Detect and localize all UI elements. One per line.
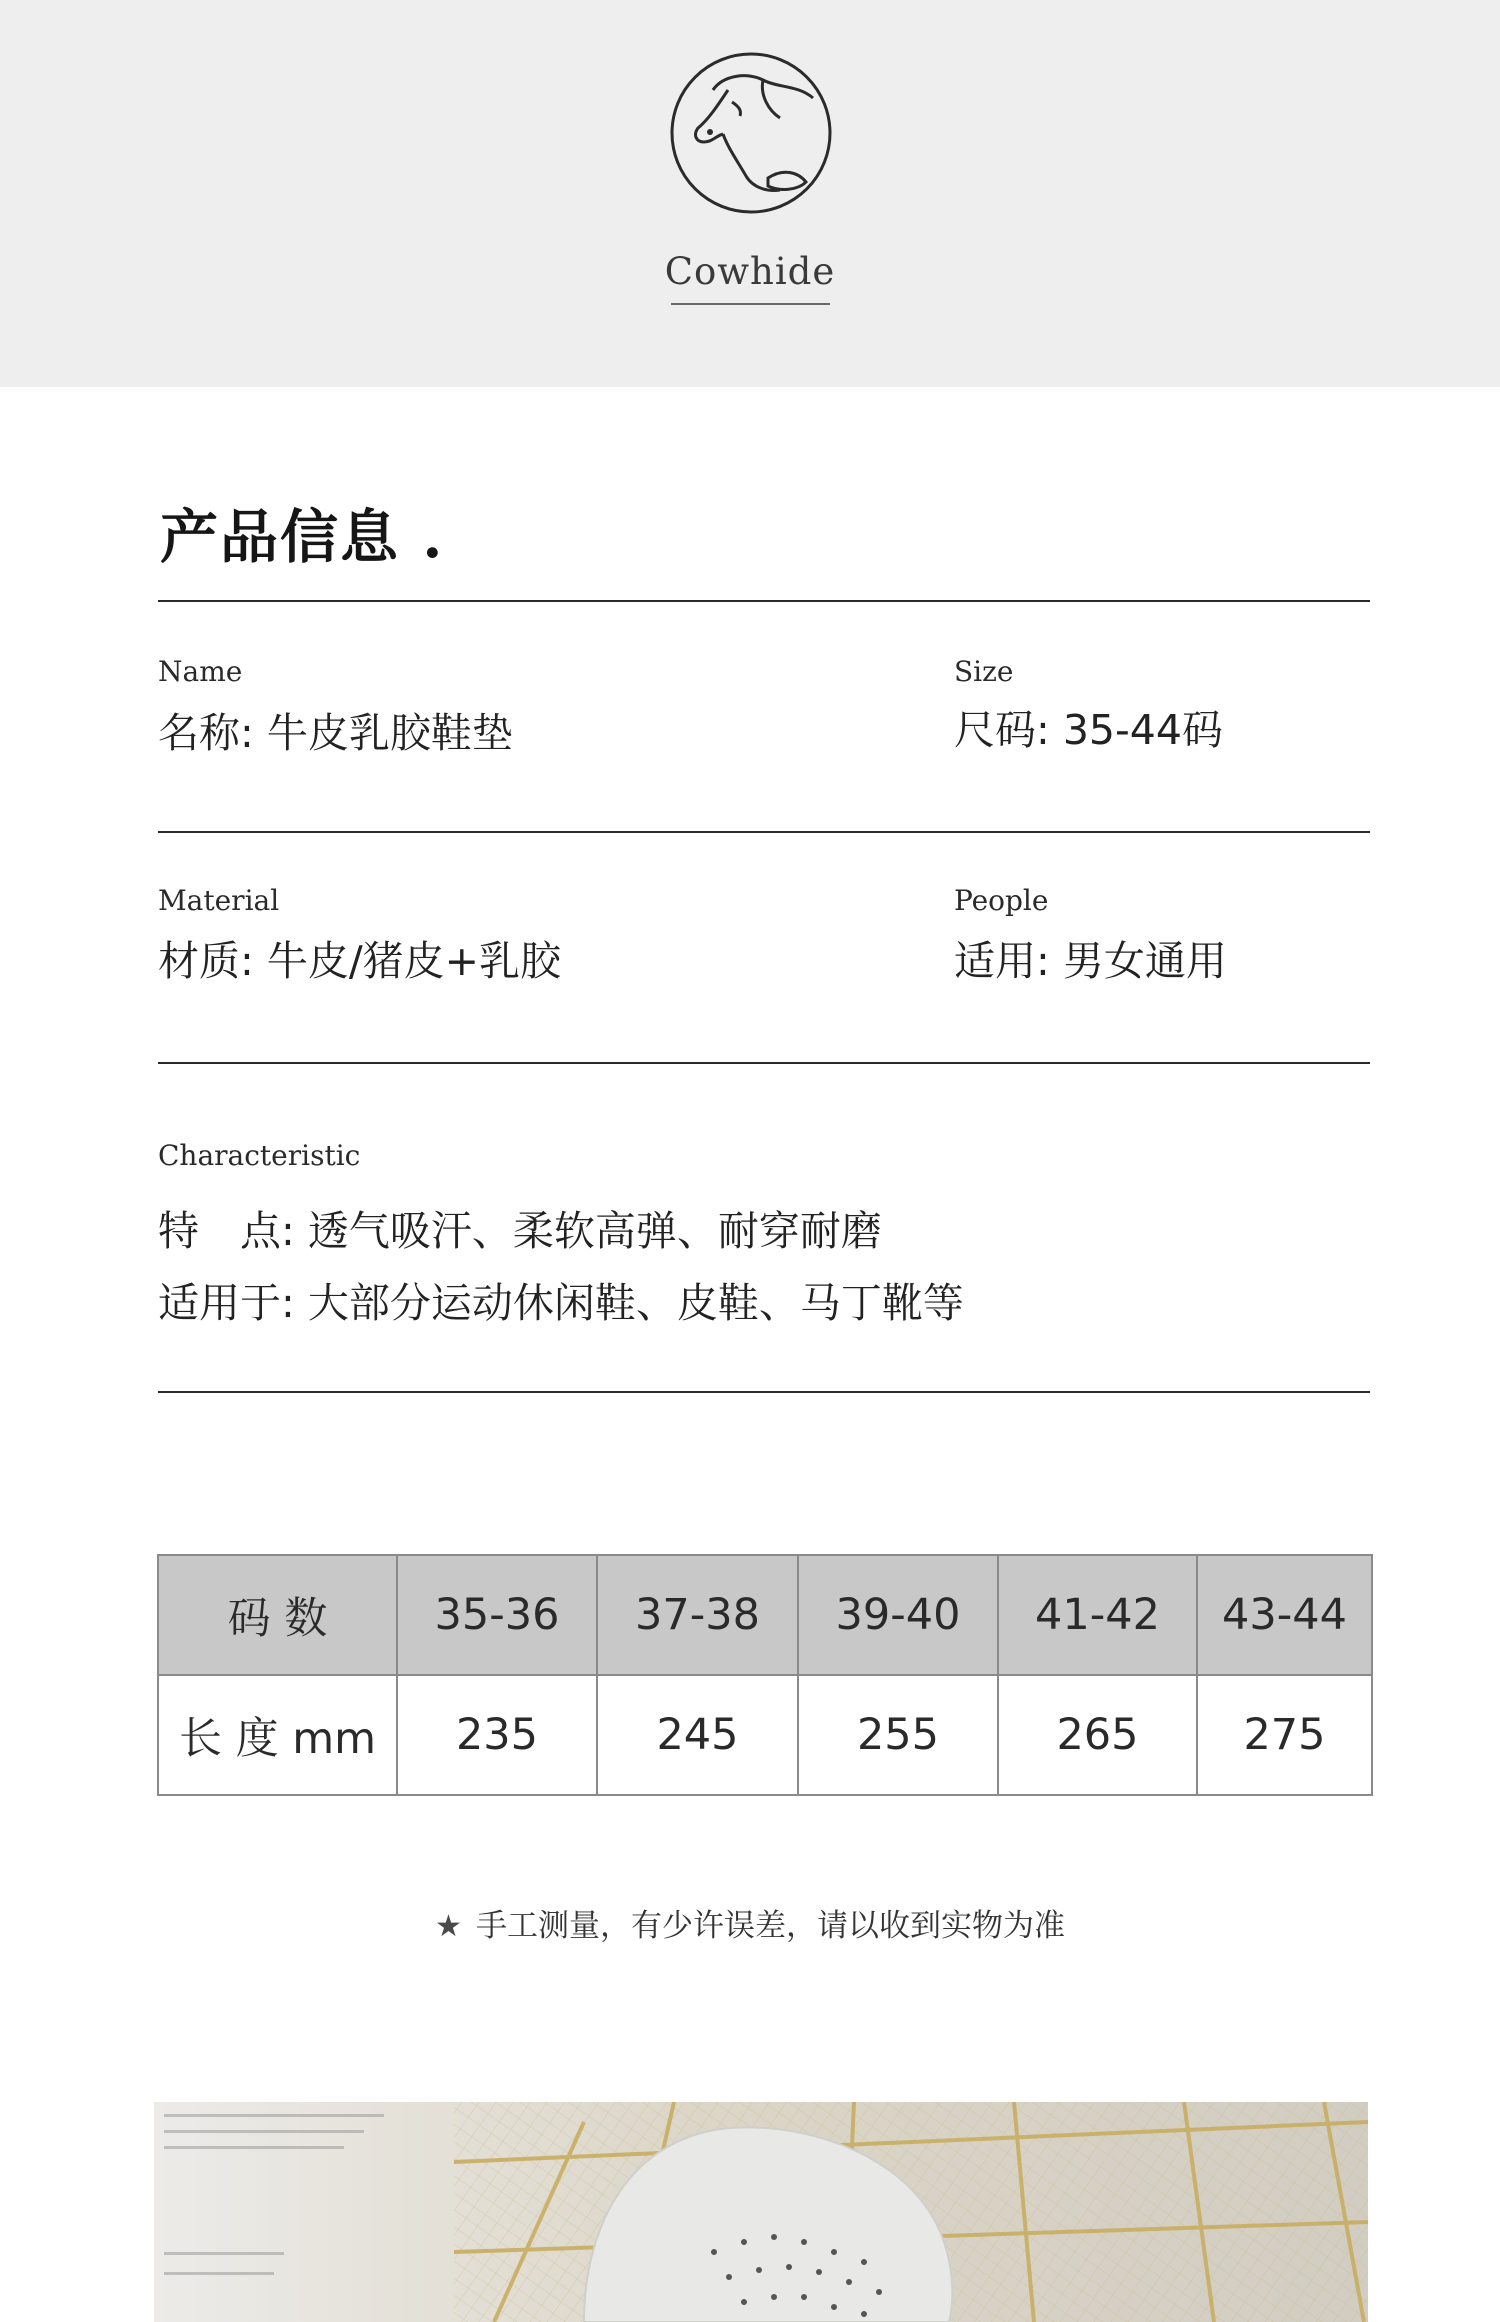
name-value: 名称: 牛皮乳胶鞋垫 (158, 709, 513, 757)
size-label: Size (954, 655, 1014, 688)
people-value: 适用: 男女通用 (954, 937, 1227, 985)
table-cell: 245 (597, 1675, 798, 1795)
brand-name: Cowhide (664, 250, 836, 293)
brand-underline (671, 303, 830, 305)
material-value: 材质: 牛皮/猪皮+乳胶 (158, 937, 562, 985)
table-cell: 41-42 (998, 1555, 1197, 1675)
note-text: 手工测量，有少许误差，请以收到实物为准 (475, 1908, 1065, 1944)
divider (158, 600, 1370, 602)
material-label: Material (158, 884, 280, 917)
product-photo (154, 2102, 1368, 2322)
section-title: 产品信息 . (160, 503, 445, 571)
characteristic-features: 特 点: 透气吸汗、柔软高弹、耐穿耐磨 (158, 1207, 882, 1255)
header-banner (0, 0, 1500, 387)
measurement-note (0, 1900, 1500, 1945)
table-cell: 255 (798, 1675, 998, 1795)
table-cell: 35-36 (397, 1555, 597, 1675)
insole-photo-illustration (154, 2102, 1368, 2322)
table-cell: 275 (1197, 1675, 1372, 1795)
table-cell: 37-38 (597, 1555, 798, 1675)
size-table (157, 1554, 1373, 1796)
divider (158, 1391, 1370, 1393)
size-value: 尺码: 35-44码 (954, 706, 1223, 754)
divider (158, 1062, 1370, 1064)
star-icon: ★ (435, 1909, 462, 1944)
table-cell: 265 (998, 1675, 1197, 1795)
table-cell: 码 数 (158, 1555, 397, 1675)
table-cell: 长 度 mm (158, 1675, 397, 1795)
people-label: People (954, 884, 1049, 917)
table-cell: 43-44 (1197, 1555, 1372, 1675)
divider (158, 831, 1370, 833)
characteristic-usage: 适用于: 大部分运动休闲鞋、皮鞋、马丁靴等 (158, 1279, 964, 1327)
name-label: Name (158, 655, 243, 688)
table-header-row (158, 1555, 1372, 1675)
table-cell: 39-40 (798, 1555, 998, 1675)
characteristic-label: Characteristic (158, 1139, 361, 1172)
table-cell: 235 (397, 1675, 597, 1795)
cow-logo-icon (668, 50, 834, 216)
table-row (158, 1675, 1372, 1795)
